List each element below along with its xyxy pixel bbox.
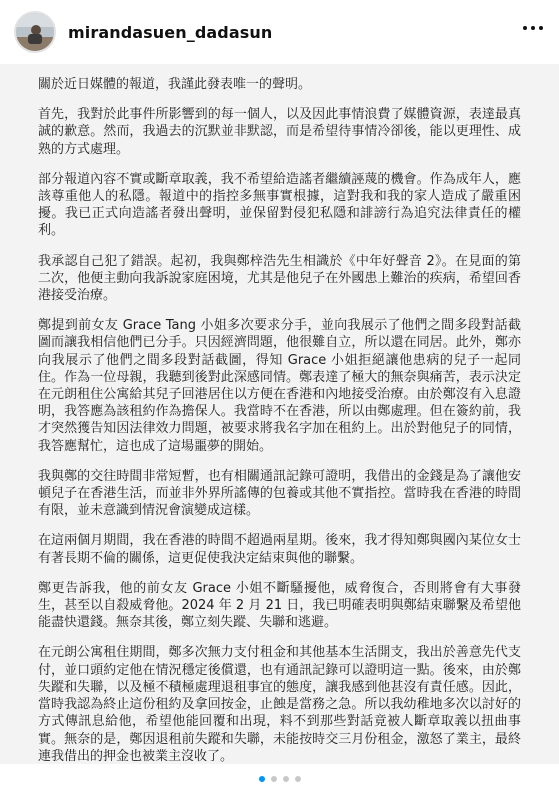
- carousel-indicator: [0, 776, 559, 782]
- statement-paragraph: 在這兩個月期間，我在香港的時間不超過兩星期。後來，我才得知鄭與國內某位女士有著長期不倫的關係，這更促使我決定結束與他的聯繫。: [38, 533, 521, 566]
- statement-paragraph: 首先，我對於此事件所影響到的每一個人，以及因此事情浪費了媒體資源，表達最真誠的歉意。然而，我過去的沉默並非默認，而是希望待事情冷卻後，能以更理性、成熟的方式處理。: [38, 107, 521, 157]
- post-header: [0, 0, 559, 64]
- carousel-dot[interactable]: [295, 776, 301, 782]
- statement-paragraph: 在元朗公寓租住期間，鄭多次無力支付租金和其他基本生活開支，我出於善意先代支付，並口頭約定他在情況穩定後償還，也有通訊記錄可以證明這一點。後來，由於鄭失蹤和失聯，以及極不積極處理退租事宜的態度，讓我感到他甚沒有責任感。因此，當時我認為終止這份租約及拿回按金，止蝕是當務之急。所以我幼稚地多次以討好的方式傳訊息給他，希望他能回覆和出現，料不到那些對話竟被人斷章取義以扭曲事實。無奈的是，鄭因退租前失蹤和失聯，未能按時交三月份租金，激怒了業主，最終連我借出的押金也被業主沒收了。: [38, 645, 521, 764]
- statement-paragraph: 鄭更告訴我，他的前女友 Grace 小姐不斷騷擾他，威脅復合，否則將會有大事發生，甚至以自殺威脅他。2024 年 2 月 21 日，我已明確表明與鄭結束聯繫及希望他能盡快還錢。無奈其後，鄭立刻失蹤、失聯和逃避。: [38, 580, 521, 631]
- more-horizontal-icon[interactable]: [523, 22, 543, 34]
- carousel-dot[interactable]: [283, 776, 289, 782]
- carousel-dot[interactable]: [259, 776, 265, 782]
- profile-photo-icon: [16, 13, 54, 51]
- statement-paragraph: 關於近日媒體的報道，我謹此發表唯一的聲明。: [38, 77, 312, 92]
- post-image-text: [0, 64, 559, 764]
- statement-paragraph: 我與鄭的交往時間非常短暫，也有相關通訊記錄可證明，我借出的金錢是為了讓他安頓兒子在香港生活，而並非外界所謠傳的包養或其他不實指控。當時我在香港的時間有限，並未意識到情況會演變成這樣。: [38, 468, 521, 519]
- avatar[interactable]: [14, 11, 56, 53]
- statement-paragraph: 鄭提到前女友 Grace Tang 小姐多次要求分手，並向我展示了他們之間多段對話截圖而讓我相信他們已分手。只因經濟問題，他很難自立，所以還在同居。此外，鄭亦向我展示了他們之間多段對話截圖，得知 Grace 小姐拒絕讓他患病的兒子一起同住。作為一位母親，我聽到後對此深感同情。鄭表達了極大的無奈與痛苦，表示決定在元朗租住公寓給其兒子回港居住以方便在香港和內地接受治療。由於鄭沒有入息證明，我答應為該租約作為擔保人。我當時不在香港，所以由鄭處理。但在簽約前，我才突然獲告知因法律效力問題，被要求將我名字加在租約上。出於對他兒子的同情，我答應幫忙，這也成了這場噩夢的開始。: [38, 318, 521, 454]
- statement-paragraph: 部分報道內容不實或斷章取義，我不希望給造謠者繼續誣蔑的機會。作為成年人，應該尊重他人的私隱。報道中的指控多無事實根據，這對我和我的家人造成了嚴重困擾。我已正式向造謠者發出聲明，並保留對侵犯私隱和誹謗行為追究法律責任的權利。: [38, 171, 521, 239]
- username[interactable]: mirandasuen_dadasun: [68, 22, 273, 42]
- carousel-dot[interactable]: [271, 776, 277, 782]
- statement-paragraph: 我承認自己犯了錯誤。起初，我與鄭梓浩先生相識於《中年好聲音 2》。在見面的第二次，他便主動向我訴說家庭困境，尤其是他兒子在外國患上難治的疾病，希望回香港接受治療。: [38, 253, 521, 304]
